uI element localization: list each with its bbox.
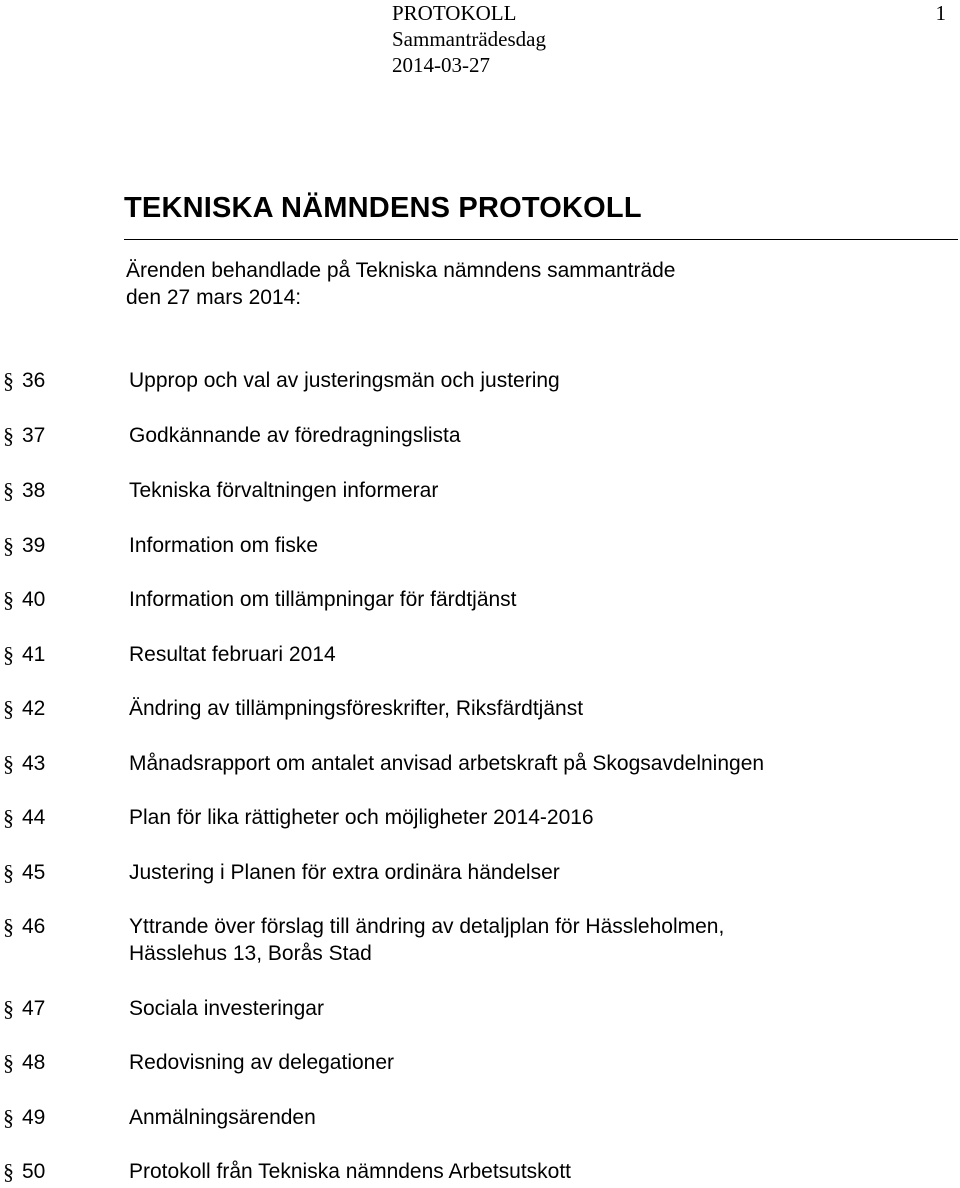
agenda-item-number: 41 bbox=[22, 643, 46, 666]
header-date: 2014-03-27 bbox=[392, 53, 490, 77]
agenda-item-text: Information om fiske bbox=[129, 534, 319, 557]
section-sign: § bbox=[3, 478, 14, 503]
section-sign: § bbox=[3, 696, 14, 721]
section-sign: § bbox=[3, 914, 14, 939]
agenda-item-number: 39 bbox=[22, 534, 46, 557]
agenda-item-text: Tekniska förvaltningen informerar bbox=[129, 479, 439, 502]
agenda-item-text: Plan för lika rättigheter och möjligheter 2014-2016 bbox=[129, 806, 594, 829]
agenda-item-number: 45 bbox=[22, 861, 46, 884]
agenda-item-text: Redovisning av delegationer bbox=[129, 1051, 395, 1074]
header-meeting-type: Sammanträdesdag bbox=[392, 27, 546, 51]
section-sign: § bbox=[3, 1159, 14, 1184]
agenda-item-text: Yttrande över förslag till ändring av detaljplan för Hässleholmen, Hässlehus 13, Borås Stad bbox=[129, 915, 725, 965]
agenda-item-number: 44 bbox=[22, 806, 46, 829]
header-label: PROTOKOLL bbox=[392, 1, 517, 25]
section-sign: § bbox=[3, 642, 14, 667]
agenda-item-text: Månadsrapport om antalet anvisad arbetskraft på Skogsavdelningen bbox=[129, 752, 765, 775]
agenda-item-number: 36 bbox=[22, 369, 46, 392]
document-title: TEKNISKA NÄMNDENS PROTOKOLL bbox=[124, 192, 642, 224]
section-sign: § bbox=[3, 533, 14, 558]
section-sign: § bbox=[3, 751, 14, 776]
intro-line: Ärenden behandlade på Tekniska nämndens sammanträde bbox=[126, 259, 676, 282]
agenda-item-text: Justering i Planen för extra ordinära händelser bbox=[129, 861, 560, 884]
section-sign: § bbox=[3, 368, 14, 393]
section-sign: § bbox=[3, 805, 14, 830]
agenda-item-number: 37 bbox=[22, 424, 46, 447]
section-sign: § bbox=[3, 1050, 14, 1075]
agenda-item-number: 50 bbox=[22, 1160, 46, 1183]
agenda-item-text: Resultat februari 2014 bbox=[129, 643, 336, 666]
intro-line: den 27 mars 2014: bbox=[126, 286, 302, 309]
agenda-item-number: 43 bbox=[22, 752, 46, 775]
section-sign: § bbox=[3, 423, 14, 448]
agenda-item-text: Upprop och val av justeringsmän och justering bbox=[129, 369, 560, 392]
section-sign: § bbox=[3, 587, 14, 612]
agenda-item-text: Ändring av tillämpningsföreskrifter, Riksfärdtjänst bbox=[129, 697, 584, 720]
agenda-item-number: 49 bbox=[22, 1106, 46, 1129]
page-number: 1 bbox=[935, 1, 946, 25]
agenda-item-number: 46 bbox=[22, 915, 46, 938]
agenda-item-number: 42 bbox=[22, 697, 46, 720]
agenda-item-text: Information om tillämpningar för färdtjänst bbox=[129, 588, 517, 611]
section-sign: § bbox=[3, 860, 14, 885]
agenda-item-number: 48 bbox=[22, 1051, 46, 1074]
agenda-item-text: Protokoll från Tekniska nämndens Arbetsutskott bbox=[129, 1160, 572, 1183]
agenda-item-text: Sociala investeringar bbox=[129, 997, 324, 1020]
agenda-item-text: Godkännande av föredragningslista bbox=[129, 424, 461, 447]
agenda-item-number: 40 bbox=[22, 588, 46, 611]
agenda-item-number: 38 bbox=[22, 479, 46, 502]
agenda-item-number: 47 bbox=[22, 997, 46, 1020]
agenda-item-text: Anmälningsärenden bbox=[129, 1106, 316, 1129]
section-sign: § bbox=[3, 1105, 14, 1130]
section-sign: § bbox=[3, 996, 14, 1021]
